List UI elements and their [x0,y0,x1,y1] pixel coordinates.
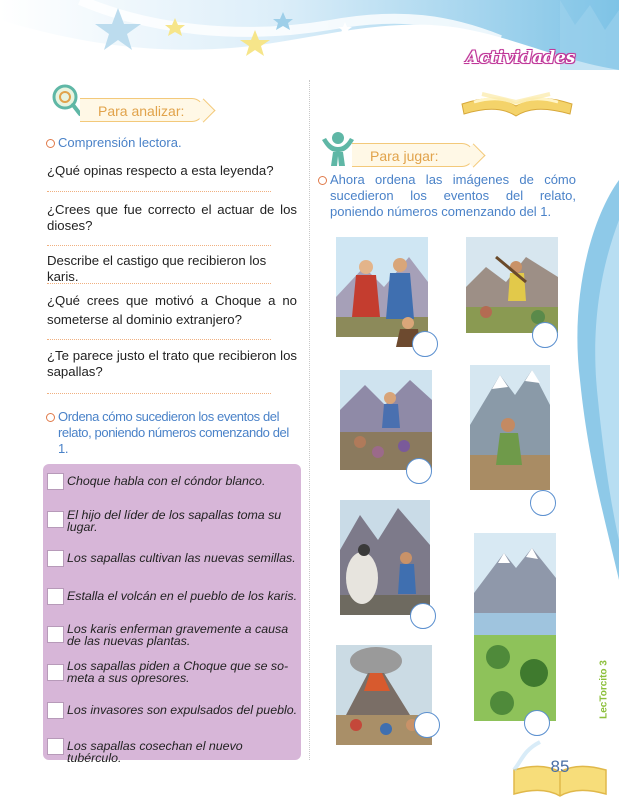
order-instruction: Ordena cómo sucedieron los eventos del relato, poniendo números comenzando del 1. [58,409,289,456]
event-3: Los sapallas cultivan las nuevas semillas. [67,551,296,565]
bullet-icon [46,413,55,422]
event-checkbox-5[interactable] [47,626,64,643]
event-checkbox-6[interactable] [47,664,64,681]
question-4: ¿Qué crees que motivó a Choque a no someterse al dominio extranjero? [47,293,297,327]
section-label-analyze: Para analizar: [80,98,204,122]
activities-title: Actividades [466,48,576,68]
answer-line [47,283,271,284]
event-4: Estalla el volcán en el pueblo de los karis. [67,589,298,603]
event-checkbox-3[interactable] [47,550,64,567]
illustration-volcano [336,645,436,755]
page-number: 85 [550,757,570,776]
order-circle-5[interactable] [410,603,436,629]
order-circle-2[interactable] [532,322,558,348]
event-checkbox-2[interactable] [47,511,64,528]
illustration-mountain-person [470,365,560,500]
answer-line [47,393,271,394]
event-8: Los sapallas cosechan el nuevo tubérculo. [67,739,243,765]
event-checkbox-7[interactable] [47,702,64,719]
bullet-icon [318,176,327,185]
event-5: Los karis enferman gravemente a causa de las nuevas plantas. [67,622,289,648]
question-1: ¿Qué opinas respecto a esta leyenda? [47,163,274,178]
event-checkbox-1[interactable] [47,473,64,490]
subheading-reading: Comprensión lectora. [58,135,182,150]
event-6: Los sapallas piden a Choque que se so-meta a sus opresores. [67,659,289,685]
question-2: ¿Crees que fue correcto el actuar de los dioses? [47,202,297,233]
side-decoration [560,180,619,580]
event-checkbox-4[interactable] [47,588,64,605]
bullet-icon [46,139,55,148]
order-circle-7[interactable] [414,712,440,738]
question-5: ¿Te parece justo el trato que recibieron los sapallas? [47,348,297,379]
event-2: El hijo del líder de los sapallas toma su lugar. [67,508,282,534]
series-label: LecTorcito 3 [598,660,610,719]
column-divider [309,80,310,760]
event-1: Choque habla con el cóndor blanco. [67,474,266,488]
answer-line [47,191,271,192]
event-checkbox-8[interactable] [47,738,64,755]
order-circle-3[interactable] [406,458,432,484]
order-circle-4[interactable] [530,490,556,516]
illustration-landscape [474,533,560,733]
magnifier-icon [48,82,84,118]
section-label-play: Para jugar: [352,143,474,167]
answer-line [47,339,271,340]
question-3: Describe el castigo que recibieron los karis. [47,253,267,284]
order-circle-1[interactable] [412,331,438,357]
answer-line [47,245,271,246]
event-7: Los invasores son expulsados del pueblo. [67,703,298,717]
order-circle-6[interactable] [524,710,550,736]
series-label-wrap [597,646,611,736]
play-instruction: Ahora ordena las imágenes de cómo sucedieron los eventos del relato, poniendo números comenzando del 1. [330,172,576,219]
